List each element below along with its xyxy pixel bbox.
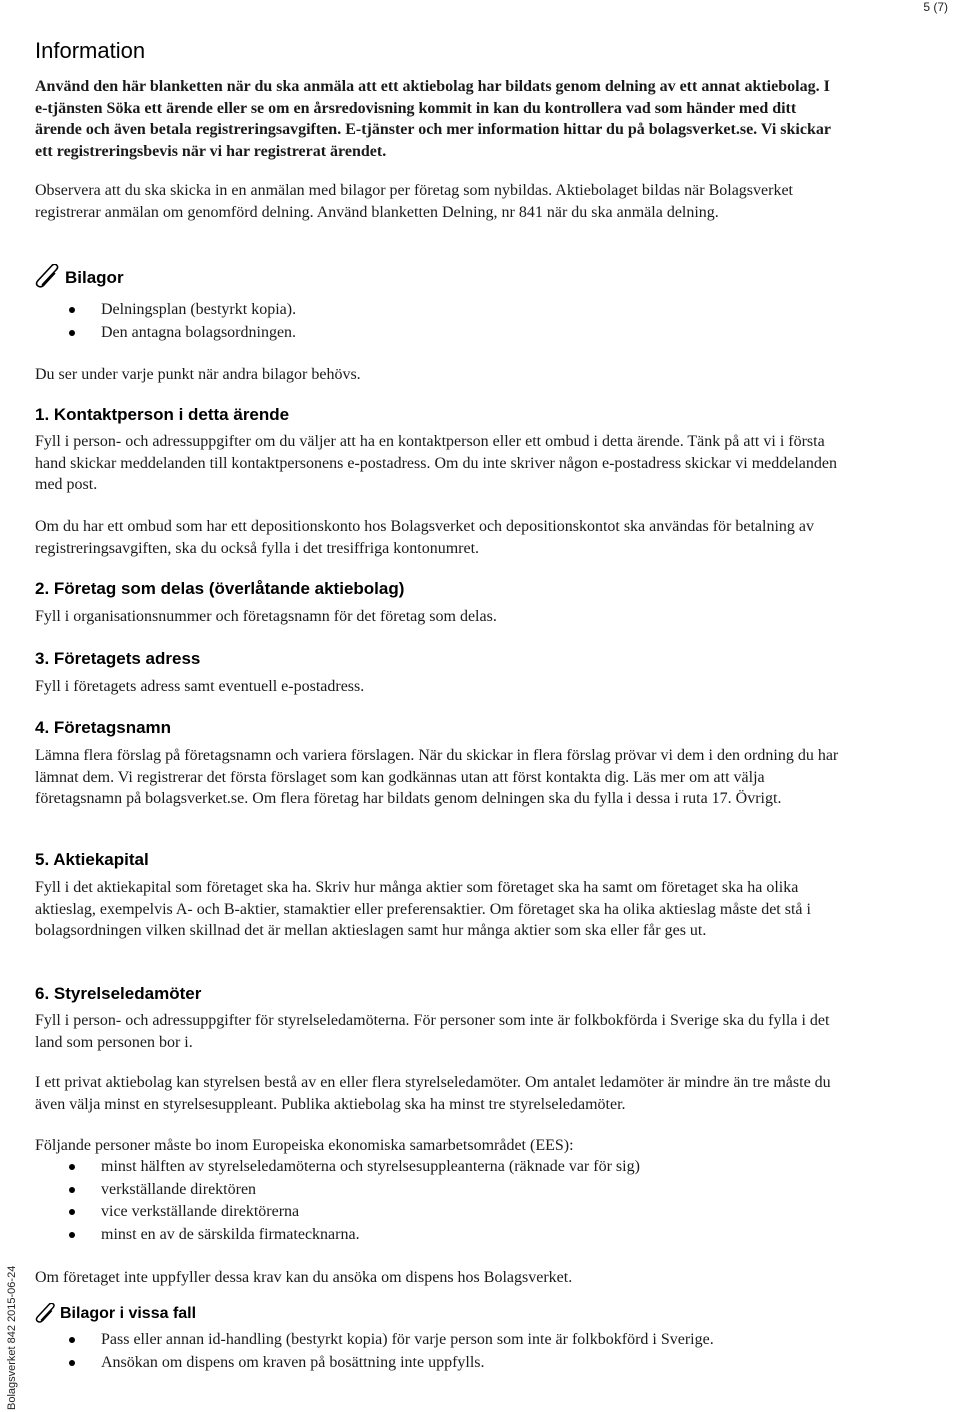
list-item: Delningsplan (bestyrkt kopia).	[35, 299, 843, 322]
section-paragraph: Lämna flera förslag på företagsnamn och variera förslagen. När du skickar in flera förslag prövar vi dem i den ordning du har lämnat dem. Vi registrerar det första förslaget som kan godkännas utan att först kontakta dig. Läs mer om att välja företagsnamn på bolagsverket.se. Om flera företag har bildats genom delningen ska du fylla i dessa i ruta 17. Övrigt.	[35, 747, 839, 808]
dispens-paragraph: Om företaget inte uppfyller dessa krav kan du ansöka om dispens hos Bolagsverket.	[35, 1269, 573, 1286]
section-heading-company: 2. Företag som delas (överlåtande aktiebolag)	[35, 579, 405, 598]
list-item: Pass eller annan id-handling (bestyrkt kopia) för varje person som inte är folkbokförd i Sverige.	[35, 1329, 843, 1352]
paperclip-icon	[35, 1303, 57, 1323]
section-paragraph: Fyll i det aktiekapital som företaget ska ha. Skriv hur många aktier som företaget ska ha samt om företaget ska ha olika aktieslag, exempelvis A- och B-aktier, stamaktier eller preferensaktier. Om företaget ska ha olika aktieslag måste det stå i bolagsordningen vilken skillnad det är mellan aktieslagen samt hur många aktier som ska eller får ges ut.	[35, 879, 811, 940]
section-paragraph: I ett privat aktiebolag kan styrelsen bestå av en eller flera styrelseledamöter. Om antalet ledamöter är mindre än tre måste du även välja minst en styrelsesuppleant. Publika aktiebolag ska ha minst tre styrelseledamöter.	[35, 1074, 831, 1113]
section-paragraph: Om du har ett ombud som har ett depositionskonto hos Bolagsverket och depositionskontot ska användas för betalning av registreringsavgiften, ska du också fylla i det tresiffriga kontonumret.	[35, 518, 814, 557]
form-id-label: Bolagsverket 842 2015-06-24	[6, 1265, 18, 1410]
intro-paragraph: Observera att du ska skicka in en anmälan med bilagor per företag som nybildas. Aktiebolaget bildas när Bolagsverket registrerar anmälan om genomförd delning. Använd blanketten Delning, nr 841 när du ska anmäla delning.	[35, 182, 793, 221]
section-paragraph: Fyll i organisationsnummer och företagsnamn för det företag som delas.	[35, 608, 497, 625]
attachments-list	[35, 299, 843, 344]
extra-attachments-heading	[35, 1303, 196, 1323]
list-item: Ansökan om dispens om kraven på bosättning inte uppfylls.	[35, 1352, 843, 1375]
list-item: verkställande direktören	[35, 1179, 843, 1202]
list-item: minst hälften av styrelseledamöterna och styrelsesuppleanterna (räknade var för sig)	[35, 1156, 843, 1179]
section-heading-share-capital: 5. Aktiekapital	[35, 850, 149, 869]
extra-attachments-list	[35, 1329, 843, 1374]
list-item: vice verkställande direktörerna	[35, 1201, 843, 1224]
paperclip-icon	[35, 264, 61, 288]
page-title: Information	[35, 38, 146, 63]
section-paragraph: Följande personer måste bo inom Europeiska ekonomiska samarbetsområdet (EES):	[35, 1137, 574, 1154]
section-heading-board: 6. Styrelseledamöter	[35, 984, 202, 1003]
section-paragraph: Fyll i person- och adressuppgifter för styrelseledamöterna. För personer som inte är folkbokförda i Sverige ska du fylla i det land som personen bor i.	[35, 1012, 830, 1051]
page-number: 5 (7)	[923, 0, 948, 14]
list-item: minst en av de särskilda firmatecknarna.	[35, 1224, 843, 1247]
extra-attachments-title: Bilagor i vissa fall	[60, 1305, 197, 1322]
attachments-note: Du ser under varje punkt när andra bilagor behövs.	[35, 366, 361, 383]
section-heading-contact: 1. Kontaktperson i detta ärende	[35, 405, 290, 424]
section-heading-address: 3. Företagets adress	[35, 649, 201, 668]
section-paragraph: Fyll i person- och adressuppgifter om du väljer att ha en kontaktperson eller ett ombud i detta ärende. Tänk på att vi i första hand skickar meddelanden till kontaktpersonens e-postadress. Om du inte skriver någon e-postadress skickar vi meddelanden med post.	[35, 433, 837, 494]
attachments-title: Bilagor	[65, 268, 124, 287]
list-item: Den antagna bolagsordningen.	[35, 322, 843, 345]
section-heading-company-name: 4. Företagsnamn	[35, 718, 172, 737]
intro-bold-paragraph: Använd den här blanketten när du ska anmäla att ett aktiebolag har bildats genom delning av ett annat aktiebolag. I e-tjänsten Söka ett ärende eller se om en årsredovisning kommit in kan du kontrollera vad som händer med ditt ärende och även betala registreringsavgiften. E-tjänster och mer information hittar du på bolagsverket.se. Vi skickar ett registreringsbevis när vi har registrerat ärendet.	[35, 78, 831, 160]
ees-requirements-list	[35, 1156, 843, 1246]
attachments-heading	[35, 264, 124, 288]
section-paragraph: Fyll i företagets adress samt eventuell e-postadress.	[35, 678, 365, 695]
